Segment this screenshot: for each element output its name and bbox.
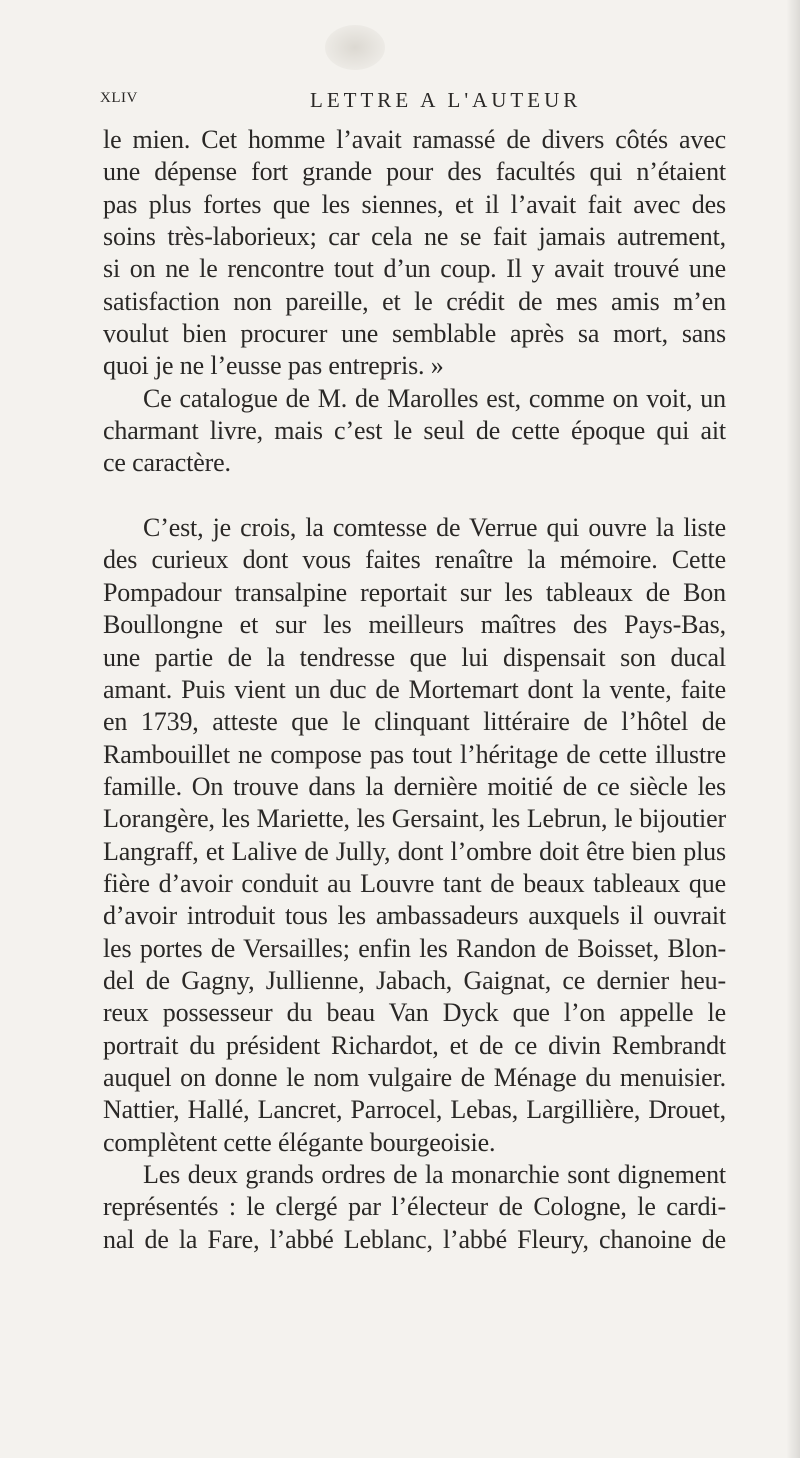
- text-line: représentés : le clergé par l’électeur de Cologne, le cardi-: [103, 1192, 726, 1222]
- text-line: Nattier, Hallé, Lancret, Parrocel, Lebas, Largillière, Drouet,: [103, 1095, 726, 1125]
- text-line: une dépense fort grande pour des facultés qui n’étaient: [103, 157, 726, 187]
- text-line: si on ne le rencontre tout d’un coup. Il y avait trouvé une: [103, 254, 726, 284]
- text-line: le mien. Cet homme l’avait ramassé de divers côtés avec: [103, 125, 726, 154]
- text-line: satisfaction non pareille, et le crédit de mes amis m’en: [103, 286, 726, 316]
- text-line: Lorangère, les Mariette, les Gersaint, les Lebrun, le bijoutier: [103, 804, 726, 834]
- paragraph-gap: [103, 480, 726, 512]
- text-line: une partie de la tendresse que lui dispensait son ducal: [103, 642, 726, 672]
- text-line: reux possesseur du beau Van Dyck que l’on appelle le: [103, 998, 726, 1028]
- text-line: les portes de Versailles; enfin les Randon de Boisset, Blon-: [103, 933, 726, 963]
- text-line: Rambouillet ne compose pas tout l’héritage de cette illustre: [103, 739, 726, 769]
- text-line: Boullongne et sur les meilleurs maîtres des Pays-Bas,: [103, 610, 726, 640]
- text-line: Ce catalogue de M. de Marolles est, comme on voit, un: [143, 383, 726, 413]
- text-line: Pompadour transalpine reportait sur les tableaux de Bon: [103, 577, 726, 607]
- text-line: nal de la Fare, l’abbé Leblanc, l’abbé Fleury, chanoine de: [103, 1224, 726, 1254]
- text-line: auquel on donne le nom vulgaire de Ménage du menuisier.: [103, 1062, 726, 1092]
- text-line: soins très-laborieux; car cela ne se fait jamais autrement,: [103, 222, 726, 252]
- text-line: fière d’avoir conduit au Louvre tant de beaux tableaux que: [103, 868, 726, 898]
- text-line: des curieux dont vous faites renaître la mémoire. Cette: [103, 545, 726, 575]
- body-text: [103, 124, 726, 1256]
- running-head: [100, 88, 720, 116]
- running-title: LETTRE A L'AUTEUR: [310, 88, 582, 112]
- page-number: XLIV: [100, 90, 138, 106]
- text-line: charmant livre, mais c’est le seul de cette époque qui ait: [103, 416, 726, 446]
- text-line: pas plus fortes que les siennes, et il l’avait fait avec des: [103, 189, 726, 219]
- text-line: Les deux grands ordres de la monarchie sont dignement: [143, 1160, 726, 1189]
- text-line: amant. Puis vient un duc de Mortemart dont la vente, faite: [103, 674, 726, 704]
- text-line: quoi je ne l’eusse pas entrepris. »: [103, 351, 444, 381]
- page-edge-shadow: [786, 0, 800, 1458]
- text-line: d’avoir introduit tous les ambassadeurs auxquels il ouvrait: [103, 901, 726, 931]
- text-line: en 1739, atteste que le clinquant littéraire de l’hôtel de: [103, 707, 726, 737]
- text-line: complètent cette élégante bourgeoisie.: [103, 1127, 496, 1157]
- text-line: del de Gagny, Jullienne, Jabach, Gaignat, ce dernier heu-: [103, 965, 726, 995]
- text-line: famille. On trouve dans la dernière moitié de ce siècle les: [103, 771, 726, 801]
- text-line: voulut bien procurer une semblable après sa mort, sans: [103, 319, 726, 349]
- text-line: portrait du président Richardot, et de ce divin Rembrandt: [103, 1030, 726, 1060]
- text-line: ce caractère.: [103, 448, 231, 478]
- text-line: Langraff, et Lalive de Jully, dont l’ombre doit être bien plus: [103, 836, 726, 866]
- paper-stain: [325, 25, 385, 70]
- text-line: C’est, je crois, la comtesse de Verrue qui ouvre la liste: [143, 513, 726, 543]
